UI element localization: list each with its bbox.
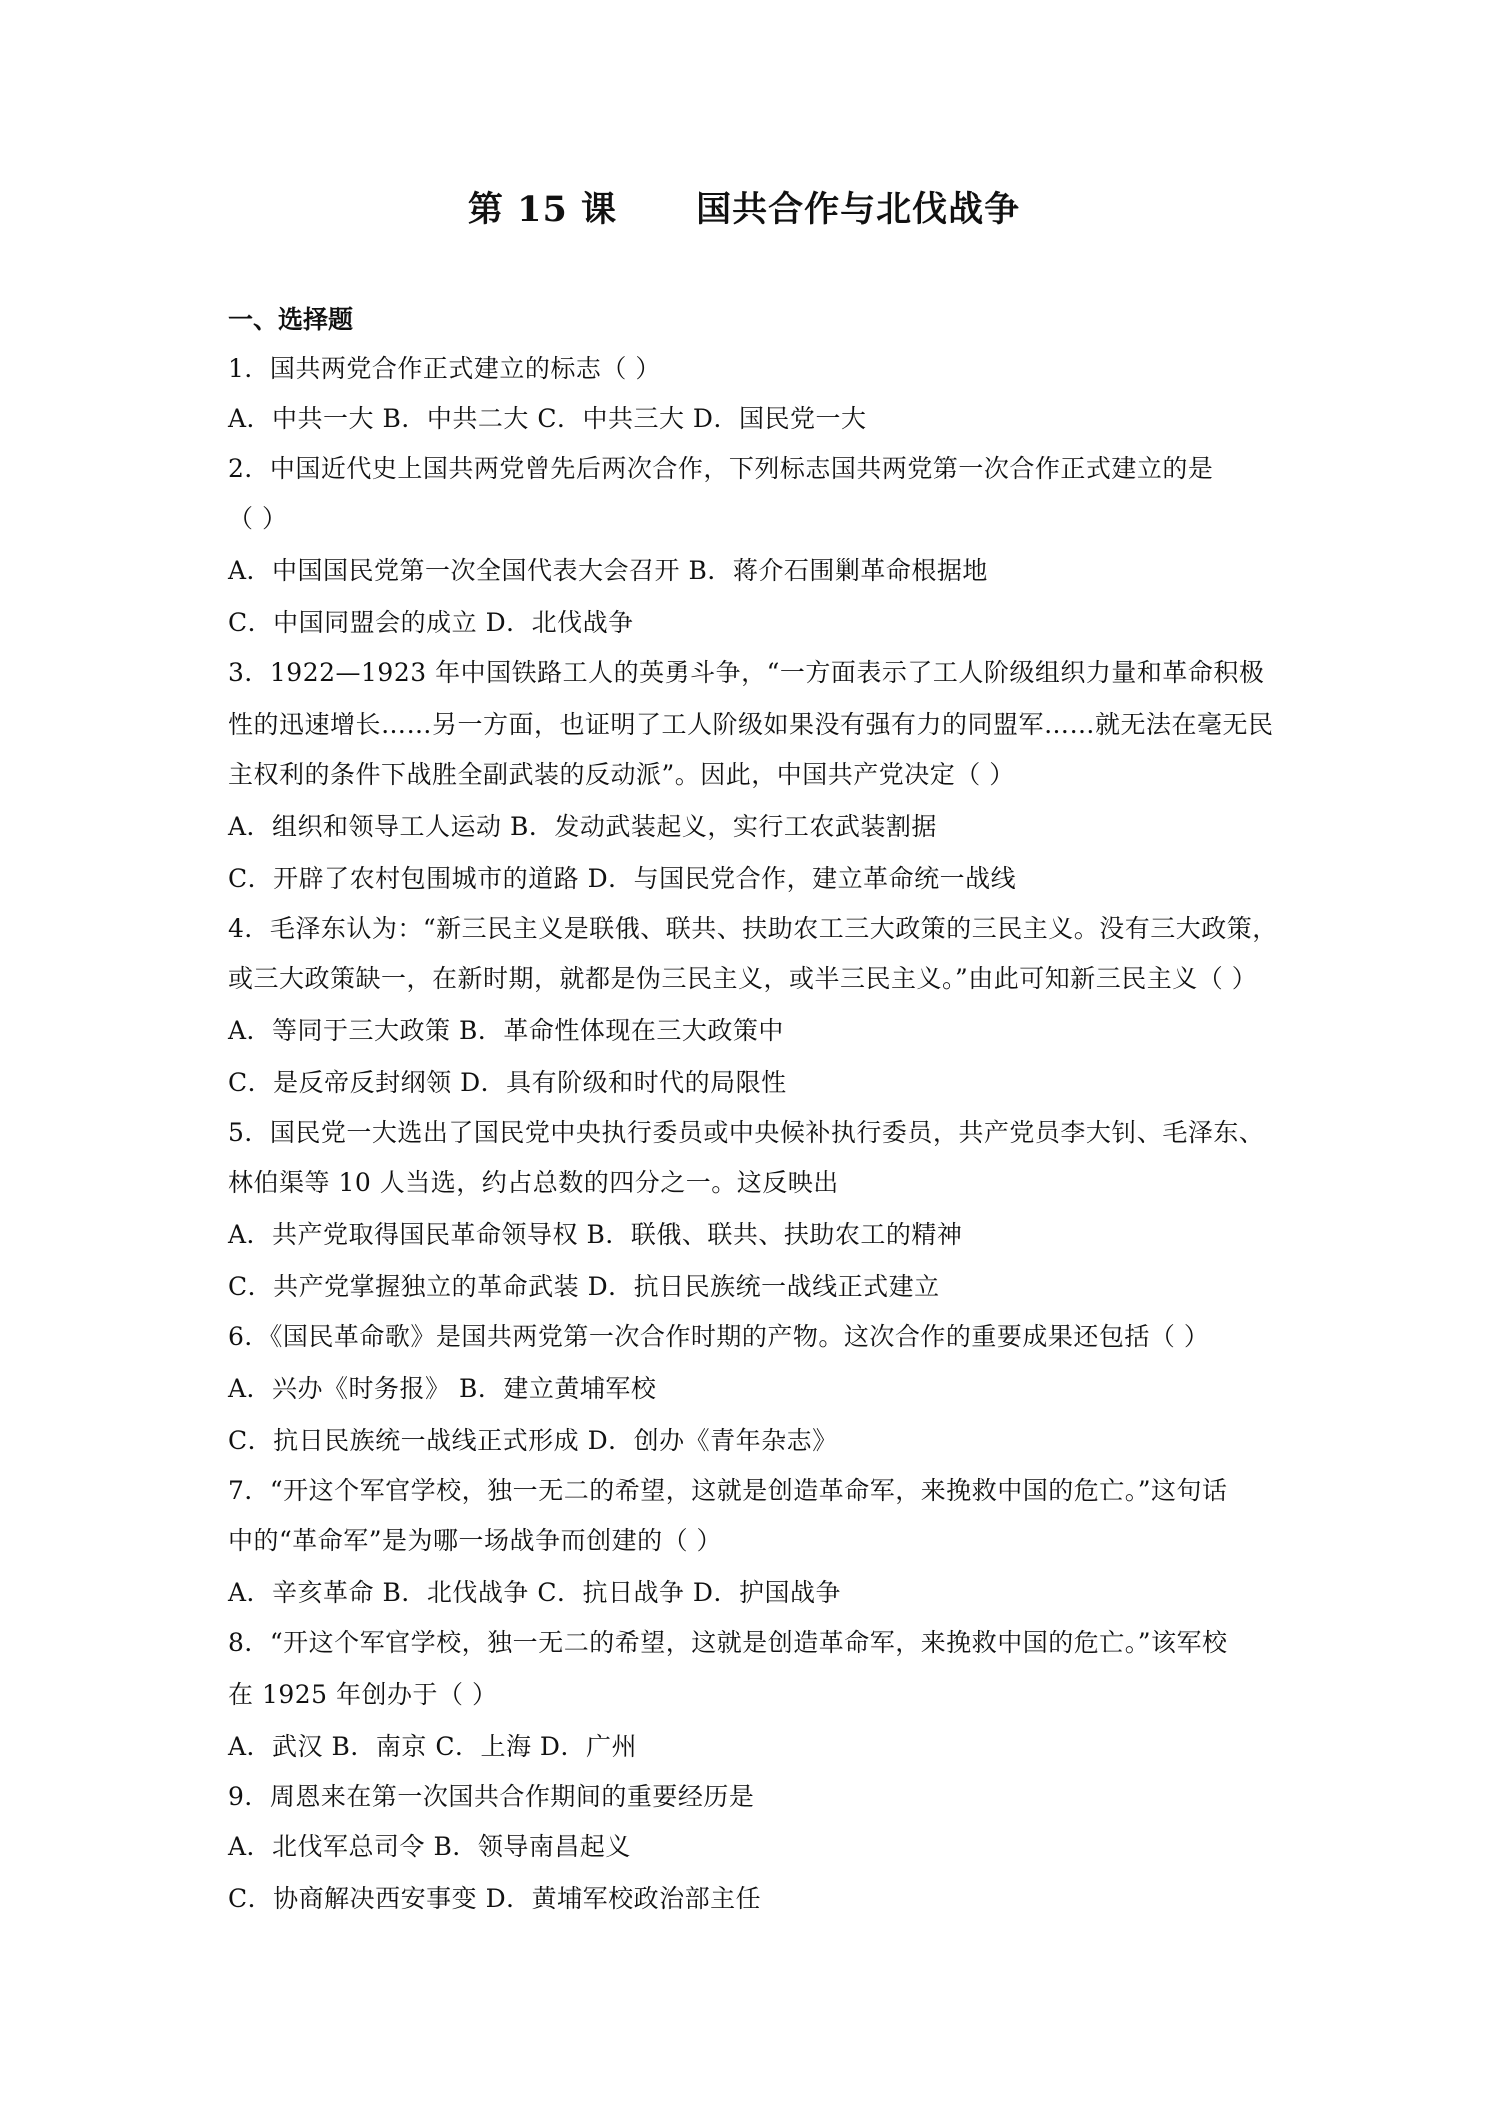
question-3-stem: 3．1922—1923 年中国铁路工人的英勇斗争，“一方面表示了工人阶级组织力量和革命积极	[228, 658, 1265, 687]
page-title: 第 15 课 国共合作与北伐战争	[467, 189, 1021, 230]
question-1-options: A．中共一大 B．中共二大 C．中共三大 D．国民党一大	[228, 404, 867, 433]
question-5-options-cd: C．共产党掌握独立的革命武装 D．抗日民族统一战线正式建立	[228, 1272, 940, 1301]
question-8-stem-cont: 在 1925 年创办于（ ）	[228, 1680, 498, 1709]
question-2-stem-cont: （ ）	[228, 504, 288, 533]
question-2-stem: 2．中国近代史上国共两党曾先后两次合作，下列标志国共两党第一次合作正式建立的是	[228, 454, 1214, 483]
question-7-stem: 7．“开这个军官学校，独一无二的希望，这就是创造革命军，来挽救中国的危亡。”这句话	[228, 1476, 1228, 1505]
question-5-options-ab: A．共产党取得国民革命领导权 B．联俄、联共、扶助农工的精神	[228, 1220, 963, 1249]
question-6-options-cd: C．抗日民族统一战线正式形成 D．创办《青年杂志》	[228, 1426, 838, 1455]
question-6-options-ab: A．兴办《时务报》 B．建立黄埔军校	[228, 1374, 657, 1403]
question-8-options: A．武汉 B．南京 C．上海 D．广州	[228, 1732, 637, 1761]
question-4-options-ab: A．等同于三大政策 B．革命性体现在三大政策中	[228, 1016, 784, 1045]
question-4-stem: 4．毛泽东认为：“新三民主义是联俄、联共、扶助农工三大政策的三民主义。没有三大政策，	[228, 914, 1278, 943]
question-8-stem: 8．“开这个军官学校，独一无二的希望，这就是创造革命军，来挽救中国的危亡。”该军校	[228, 1628, 1228, 1657]
question-4-options-cd: C．是反帝反封纲领 D．具有阶级和时代的局限性	[228, 1068, 787, 1097]
question-9-options-ab: A．北伐军总司令 B．领导南昌起义	[228, 1832, 631, 1861]
question-3-options-ab: A．组织和领导工人运动 B．发动武装起义，实行工农武装割据	[228, 812, 937, 841]
question-9-options-cd: C．协商解决西安事变 D．黄埔军校政治部主任	[228, 1884, 762, 1913]
section-heading: 一、选择题	[228, 305, 354, 334]
question-3-stem-cont: 主权利的条件下战胜全副武装的反动派”。因此，中国共产党决定（ ）	[228, 760, 1015, 789]
question-4-stem-cont: 或三大政策缺一，在新时期，就都是伪三民主义，或半三民主义。”由此可知新三民主义（ ）	[228, 964, 1258, 993]
question-2-options-ab: A．中国国民党第一次全国代表大会召开 B．蒋介石围剿革命根据地	[228, 556, 988, 585]
question-7-options: A．辛亥革命 B．北伐战争 C．抗日战争 D．护国战争	[228, 1578, 841, 1607]
question-5-stem: 5．国民党一大选出了国民党中央执行委员或中央候补执行委员，共产党员李大钊、毛泽东、	[228, 1118, 1265, 1147]
question-5-stem-cont: 林伯渠等 10 人当选，约占总数的四分之一。这反映出	[228, 1168, 839, 1197]
question-2-options-cd: C．中国同盟会的成立 D．北伐战争	[228, 608, 634, 637]
question-6-stem: 6．《国民革命歌》是国共两党第一次合作时期的产物。这次合作的重要成果还包括（ ）	[228, 1322, 1210, 1351]
question-9-stem: 9．周恩来在第一次国共合作期间的重要经历是	[228, 1782, 755, 1811]
question-3-stem-cont: 性的迅速增长……另一方面，也证明了工人阶级如果没有强有力的同盟军……就无法在毫无民	[228, 710, 1274, 739]
question-1-stem: 1．国共两党合作正式建立的标志（ ）	[228, 354, 661, 383]
question-7-stem-cont: 中的“革命军”是为哪一场战争而创建的（ ）	[228, 1526, 723, 1555]
question-3-options-cd: C．开辟了农村包围城市的道路 D．与国民党合作，建立革命统一战线	[228, 864, 1017, 893]
